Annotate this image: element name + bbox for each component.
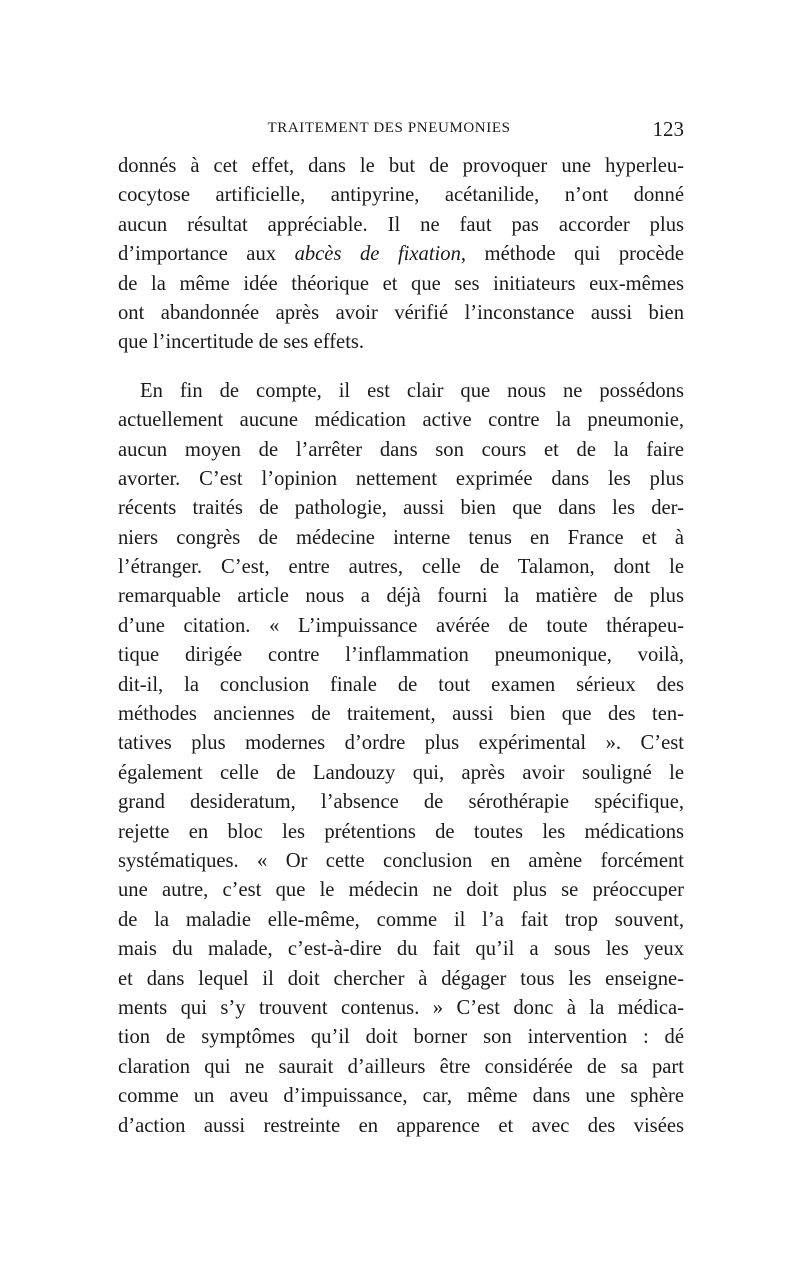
text-line: l’étranger. C’est, entre autres, celle de Talamon, dont le (118, 556, 684, 579)
text-line: cocytose artificielle, antipyrine, acétanilide, n’ont donné (118, 184, 684, 207)
text-line: donnés à cet effet, dans le but de provoquer une hyperleu- (118, 155, 684, 177)
text-run: d’importance aux (118, 243, 295, 266)
text-line: d’une citation. « L’impuissance avérée de toute thérapeu- (118, 614, 684, 637)
text-line: ont abandonnée après avoir vérifié l’inconstance aussi bien (118, 301, 684, 324)
text-line: tique dirigée contre l’inflammation pneumonique, voilà, (118, 644, 684, 667)
text-line: dit-il, la conclusion finale de tout examen sérieux des (118, 673, 684, 696)
italic-term: abcès de fixation (294, 243, 461, 266)
text-line: une autre, c’est que le médecin ne doit plus se préoccuper (118, 879, 684, 902)
running-head (118, 117, 684, 141)
text-line: systématiques. « Or cette conclusion en amène forcément (118, 849, 684, 872)
text-line: aucun moyen de l’arrêter dans son cours et de la faire (118, 438, 684, 461)
text-line: grand desideratum, l’absence de sérothérapie spécifique, (118, 791, 684, 814)
text-line: tion de symptômes qu’il doit borner son intervention : dé (118, 1026, 684, 1049)
text-line: également celle de Landouzy qui, après avoir souligné le (118, 761, 684, 784)
text-line: de la même idée théorique et que ses initiateurs eux-mêmes (118, 272, 684, 295)
text-line: méthodes anciennes de traitement, aussi bien que des ten- (118, 703, 684, 726)
paragraph (118, 377, 684, 1141)
text-line: tatives plus modernes d’ordre plus expérimental ». C’est (118, 732, 684, 755)
text-line: avorter. C’est l’opinion nettement exprimée dans les plus (118, 467, 684, 490)
text-line: actuellement aucune médication active contre la pneumonie, (118, 409, 684, 432)
text-line: ments qui s’y trouvent contenus. » C’est donc à la médica- (118, 996, 684, 1019)
text-line: comme un aveu d’impuissance, car, même dans une sphère (118, 1085, 684, 1108)
page-number: 123 (652, 117, 684, 141)
text-line: aucun résultat appréciable. Il ne faut pas accorder plus (118, 213, 684, 236)
text-line: que l’incertitude de ses effets. (118, 331, 365, 354)
text-line: rejette en bloc les prétentions de toutes les médications (118, 820, 684, 843)
paragraph (118, 152, 684, 358)
paragraph-gap (118, 358, 684, 377)
text-line: récents traités de pathologie, aussi bien que dans les der- (118, 497, 684, 520)
text-line (118, 240, 684, 269)
text-line: mais du malade, c’est-à-dire du fait qu’il a sous les yeux (118, 938, 684, 961)
text-line: et dans lequel il doit chercher à dégager tous les enseigne- (118, 967, 684, 990)
text-line: de la maladie elle-même, comme il l’a fait trop souvent, (118, 908, 684, 931)
text-line: d’action aussi restreinte en apparence et avec des visées (118, 1114, 684, 1137)
text-line: En fin de compte, il est clair que nous ne possédons (140, 379, 684, 402)
text-line: niers congrès de médecine interne tenus en France et à (118, 526, 684, 549)
body-text (118, 152, 684, 1141)
text-run: , méthode qui procède (460, 243, 684, 266)
text-line: remarquable article nous a déjà fourni la matière de plus (118, 585, 684, 608)
text-line: claration qui ne saurait d’ailleurs être considérée de sa part (118, 1055, 684, 1078)
running-title: TRAITEMENT DES PNEUMONIES (267, 120, 511, 136)
